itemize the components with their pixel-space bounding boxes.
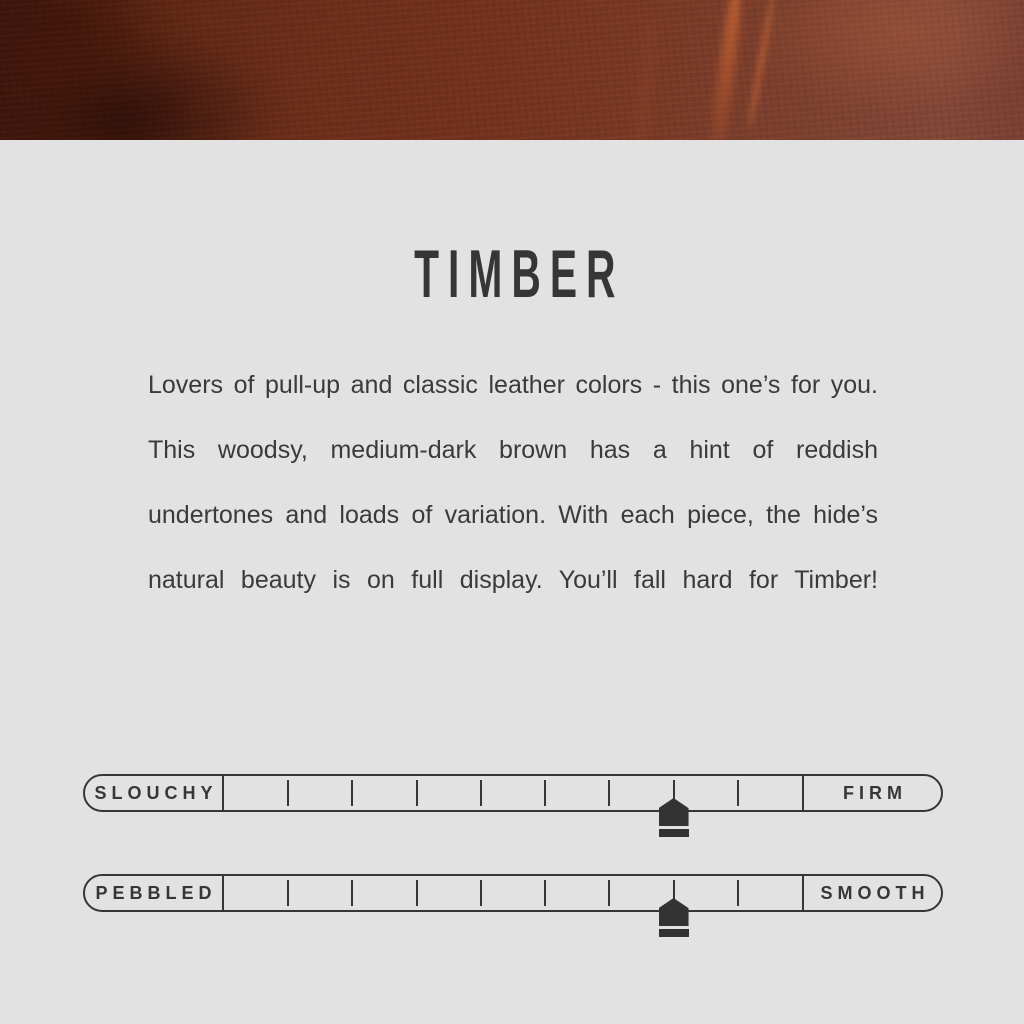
leather-grain-vein [633,20,656,140]
description-line: Lovers of pull-up and classic leather colors - this one’s for you. [148,371,878,399]
tick-mark [351,880,353,906]
marker-bar-icon [659,829,689,837]
tick-mark [480,780,482,806]
tick-mark [287,880,289,906]
scale-track [224,776,802,810]
tick-mark [287,780,289,806]
scale-left-section [85,776,224,810]
marker-pointer-icon [659,898,689,926]
page-title: TIMBER [414,236,625,312]
tick-mark [480,880,482,906]
scale-track [224,876,802,910]
tick-mark [544,780,546,806]
scale-right-section [802,776,941,810]
tick-mark [416,780,418,806]
tick-mark [544,880,546,906]
scale-left-label: SLOUCHY [94,782,218,803]
description-line: undertones and loads of variation. With each piece, the hide’s [148,501,878,529]
scale-left-section [85,876,224,910]
texture-scale [83,874,943,912]
scale-right-section [802,876,941,910]
marker-pointer-icon [659,798,689,826]
marker-bar-icon [659,929,689,937]
scale-right-label: FIRM [843,782,907,803]
tick-mark [608,880,610,906]
description-line: This woodsy, medium-dark brown has a hint of reddish [148,436,878,464]
tick-mark [737,880,739,906]
leather-shadow-bottom-left [0,0,340,140]
description-line: natural beauty is on full display. You’ll fall hard for Timber! [148,566,878,594]
scale-right-label: SMOOTH [820,882,930,903]
tick-mark [416,880,418,906]
scale-left-label: PEBBLED [95,882,217,903]
scale-marker [659,798,689,837]
tick-mark [737,780,739,806]
scale-marker [659,898,689,937]
leather-photo [0,0,1024,140]
tick-mark [608,780,610,806]
tick-mark [351,780,353,806]
softness-scale [83,774,943,812]
description-paragraph [148,353,878,613]
